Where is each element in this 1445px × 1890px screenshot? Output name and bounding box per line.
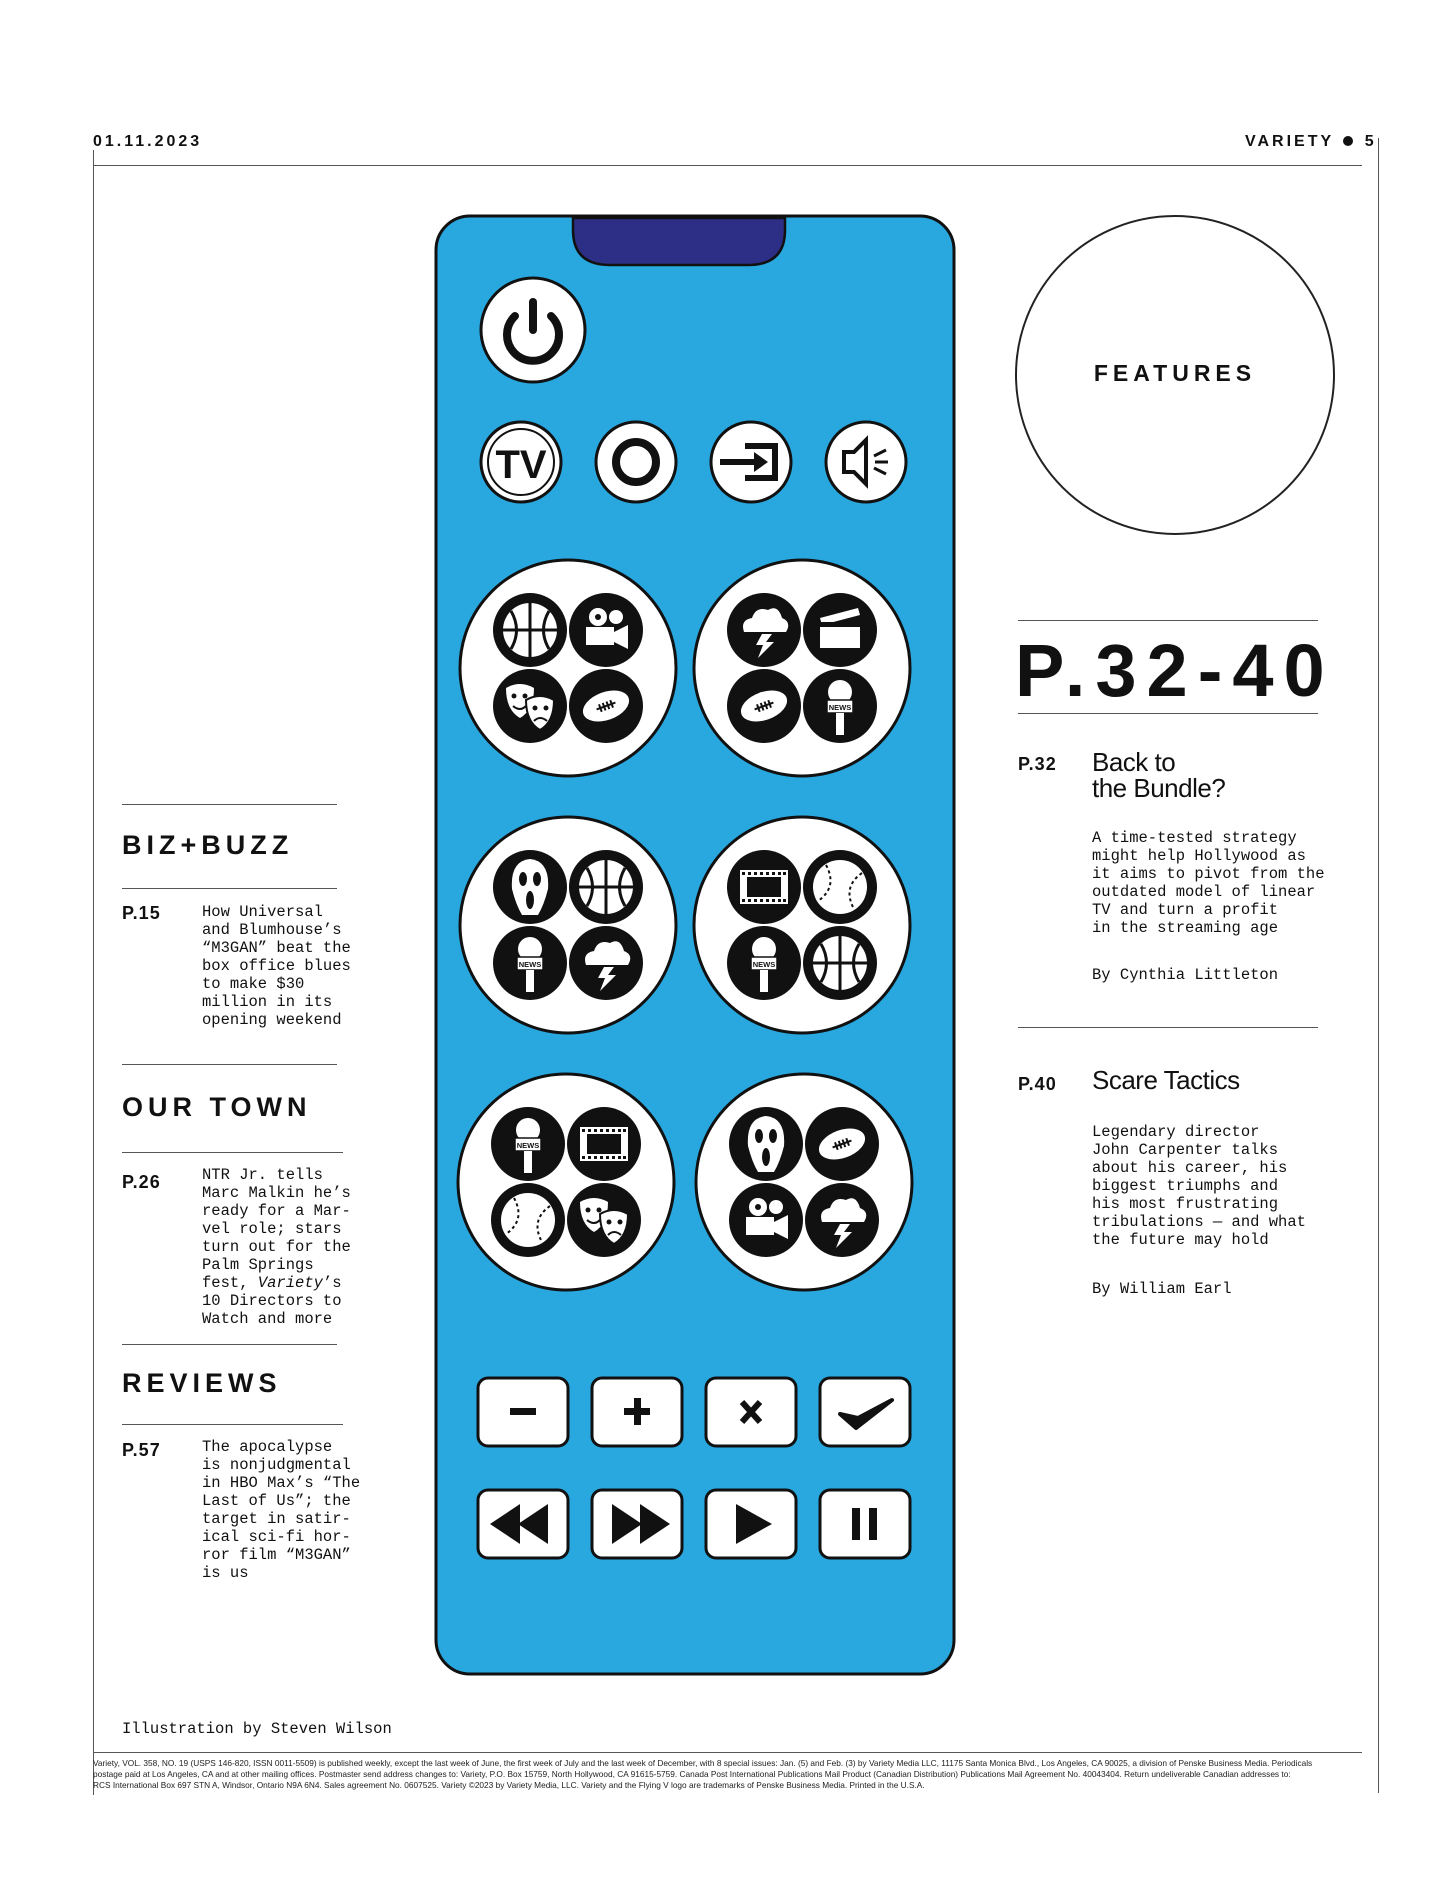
section-title-biz-buzz: BIZ+BUZZ xyxy=(122,830,294,860)
section-title-reviews: REVIEWS xyxy=(122,1368,282,1398)
section-page-reviews: P.57 xyxy=(122,1440,161,1460)
cancel-button[interactable] xyxy=(706,1378,796,1446)
minus-button[interactable] xyxy=(478,1378,568,1446)
football-icon xyxy=(805,1107,879,1181)
masthead xyxy=(1245,133,1377,151)
scream-mask-icon xyxy=(729,1107,803,1181)
scream-mask-icon xyxy=(493,850,567,924)
section-page-our-town: P.26 xyxy=(122,1172,161,1192)
feature-text-1: A time-tested strategy might help Hollywood as it aims to pivot from the outdated model of linear TV and turn a profit in the streaming age xyxy=(1092,829,1325,937)
feature-title-2: Scare Tactics xyxy=(1092,1065,1240,1095)
feature-text-2: Legendary director John Carpenter talks about his career, his biggest triumphs and his most frustrating tribulations — and what the future may hold xyxy=(1092,1123,1306,1249)
fast-forward-button[interactable] xyxy=(592,1490,682,1558)
variety-italic: Variety xyxy=(257,1274,323,1292)
left-margin-rule xyxy=(93,150,94,1795)
input-button[interactable] xyxy=(711,422,791,502)
baseball-icon xyxy=(803,850,877,924)
page-number: 5 xyxy=(1364,133,1377,150)
news-mic-icon xyxy=(727,926,801,1000)
mute-button[interactable] xyxy=(826,422,906,502)
features-page-range: P.32-40 xyxy=(1015,629,1335,712)
storm-cloud-icon xyxy=(569,926,643,1000)
features-rule xyxy=(1018,620,1318,621)
feature-page-1: P.32 xyxy=(1018,754,1057,774)
features-rule xyxy=(1018,1027,1318,1028)
ir-sensor xyxy=(573,218,785,265)
bundle-button-2[interactable] xyxy=(694,560,910,776)
movie-camera-icon xyxy=(729,1183,803,1257)
theater-masks-icon xyxy=(567,1183,641,1257)
right-margin-rule xyxy=(1378,138,1379,1793)
section-rule xyxy=(122,1344,337,1345)
section-rule xyxy=(122,1064,337,1065)
play-button[interactable] xyxy=(706,1490,796,1558)
section-text-our-town xyxy=(202,1166,351,1328)
section-page-biz-buzz: P.15 xyxy=(122,903,161,923)
movie-camera-icon xyxy=(569,593,643,667)
bundle-button-4[interactable] xyxy=(694,817,910,1033)
clapperboard-icon xyxy=(803,593,877,667)
bullet-icon xyxy=(1343,136,1353,146)
section-text-biz-buzz: How Universal and Blumhouse’s “M3GAN” beat the box office blues to make $30 million in its opening weekend xyxy=(202,903,351,1029)
confirm-button[interactable] xyxy=(820,1378,910,1446)
rewind-button[interactable] xyxy=(478,1490,568,1558)
feature-byline-1: By Cynthia Littleton xyxy=(1092,966,1279,984)
news-mic-icon xyxy=(491,1107,565,1181)
basketball-icon xyxy=(569,850,643,924)
features-rule xyxy=(1018,713,1318,714)
tv-label: TV xyxy=(495,443,547,487)
fine-print-line: postage paid at Los Angeles, CA and at other mailing offices. Postmaster send address changes to: Variety, P.O. Box 15759, North Hollywood, CA 91615-5759. Canada Post International Publications Mail Product (Canadian Distribution) Publications Mail Agreement No. 40043404. Return undeliverable Canadian addresses to: xyxy=(93,1769,1291,1779)
section-rule xyxy=(122,1424,343,1425)
feature-page-2: P.40 xyxy=(1018,1074,1057,1094)
features-label: FEATURES xyxy=(1093,360,1257,386)
news-mic-icon xyxy=(493,926,567,1000)
pause-icon xyxy=(852,1508,860,1540)
baseball-icon xyxy=(491,1183,565,1257)
news-mic-icon xyxy=(803,669,877,743)
home-button[interactable] xyxy=(596,422,676,502)
storm-cloud-icon xyxy=(805,1183,879,1257)
minus-icon xyxy=(510,1408,536,1415)
basketball-icon xyxy=(803,926,877,1000)
section-title-our-town: OUR TOWN xyxy=(122,1092,312,1122)
section-text-reviews: The apocalypse is nonjudgmental in HBO Max’s “The Last of Us”; the target in satir- ical sci-fi hor- ror film “M3GAN” is us xyxy=(202,1438,361,1582)
fine-print xyxy=(93,1758,1383,1791)
power-button[interactable] xyxy=(481,278,585,382)
feature-title-line: the Bundle? xyxy=(1092,773,1226,803)
section-text-part: NTR Jr. tells Marc Malkin he’s ready for a Mar- vel role; stars turn out for the Palm Springs fest, xyxy=(202,1166,351,1292)
issue-date: 01.11.2023 xyxy=(93,133,203,150)
bundle-button-1[interactable] xyxy=(460,560,676,776)
masthead-name: VARIETY xyxy=(1245,133,1334,150)
illustration-credit: Illustration by Steven Wilson xyxy=(122,1720,392,1738)
tv-button[interactable] xyxy=(481,422,561,502)
header-rule xyxy=(93,165,1362,166)
pause-button[interactable] xyxy=(820,1490,910,1558)
fine-print-line: Variety, VOL. 358, NO. 19 (USPS 146-820, ISSN 0011-5509) is published weekly, except the last week of June, the first week of July and the last week of December, with 8 special issues: Jan. (5) and Feb. (3) by Variety Media LLC, 11175 Santa Monica Blvd., Los Angeles, CA 90025, a division of Penske Business Media. Periodicals xyxy=(93,1758,1313,1768)
football-icon xyxy=(727,669,801,743)
feature-title-line: Back to xyxy=(1092,747,1176,777)
basketball-icon xyxy=(493,593,567,667)
section-rule xyxy=(122,888,337,889)
football-icon xyxy=(569,669,643,743)
feature-title-1 xyxy=(1092,749,1225,801)
theater-masks-icon xyxy=(493,669,567,743)
fine-print-line: RCS International Box 697 STN A, Windsor, Ontario N9A 6N4. Sales agreement No. 0607525. Variety ©2023 by Variety Media, LLC. Variety and the Flying V logo are trademarks of Penske Business Media. Printed in the U.S.A. xyxy=(93,1780,925,1790)
bundle-button-3[interactable] xyxy=(460,817,676,1033)
remote-illustration: NEWS TV xyxy=(430,210,960,1680)
section-rule xyxy=(122,1152,343,1153)
bundle-button-5[interactable] xyxy=(458,1074,674,1290)
section-text-part: ’s 10 Directors to Watch and more xyxy=(202,1274,342,1328)
plus-button[interactable] xyxy=(592,1378,682,1446)
footer-rule xyxy=(93,1752,1362,1753)
feature-byline-2: By William Earl xyxy=(1092,1280,1232,1298)
bundle-button-6[interactable] xyxy=(696,1074,912,1290)
section-rule xyxy=(122,804,337,805)
storm-cloud-icon xyxy=(727,593,801,667)
film-strip-icon xyxy=(567,1107,641,1181)
film-strip-icon xyxy=(727,850,801,924)
